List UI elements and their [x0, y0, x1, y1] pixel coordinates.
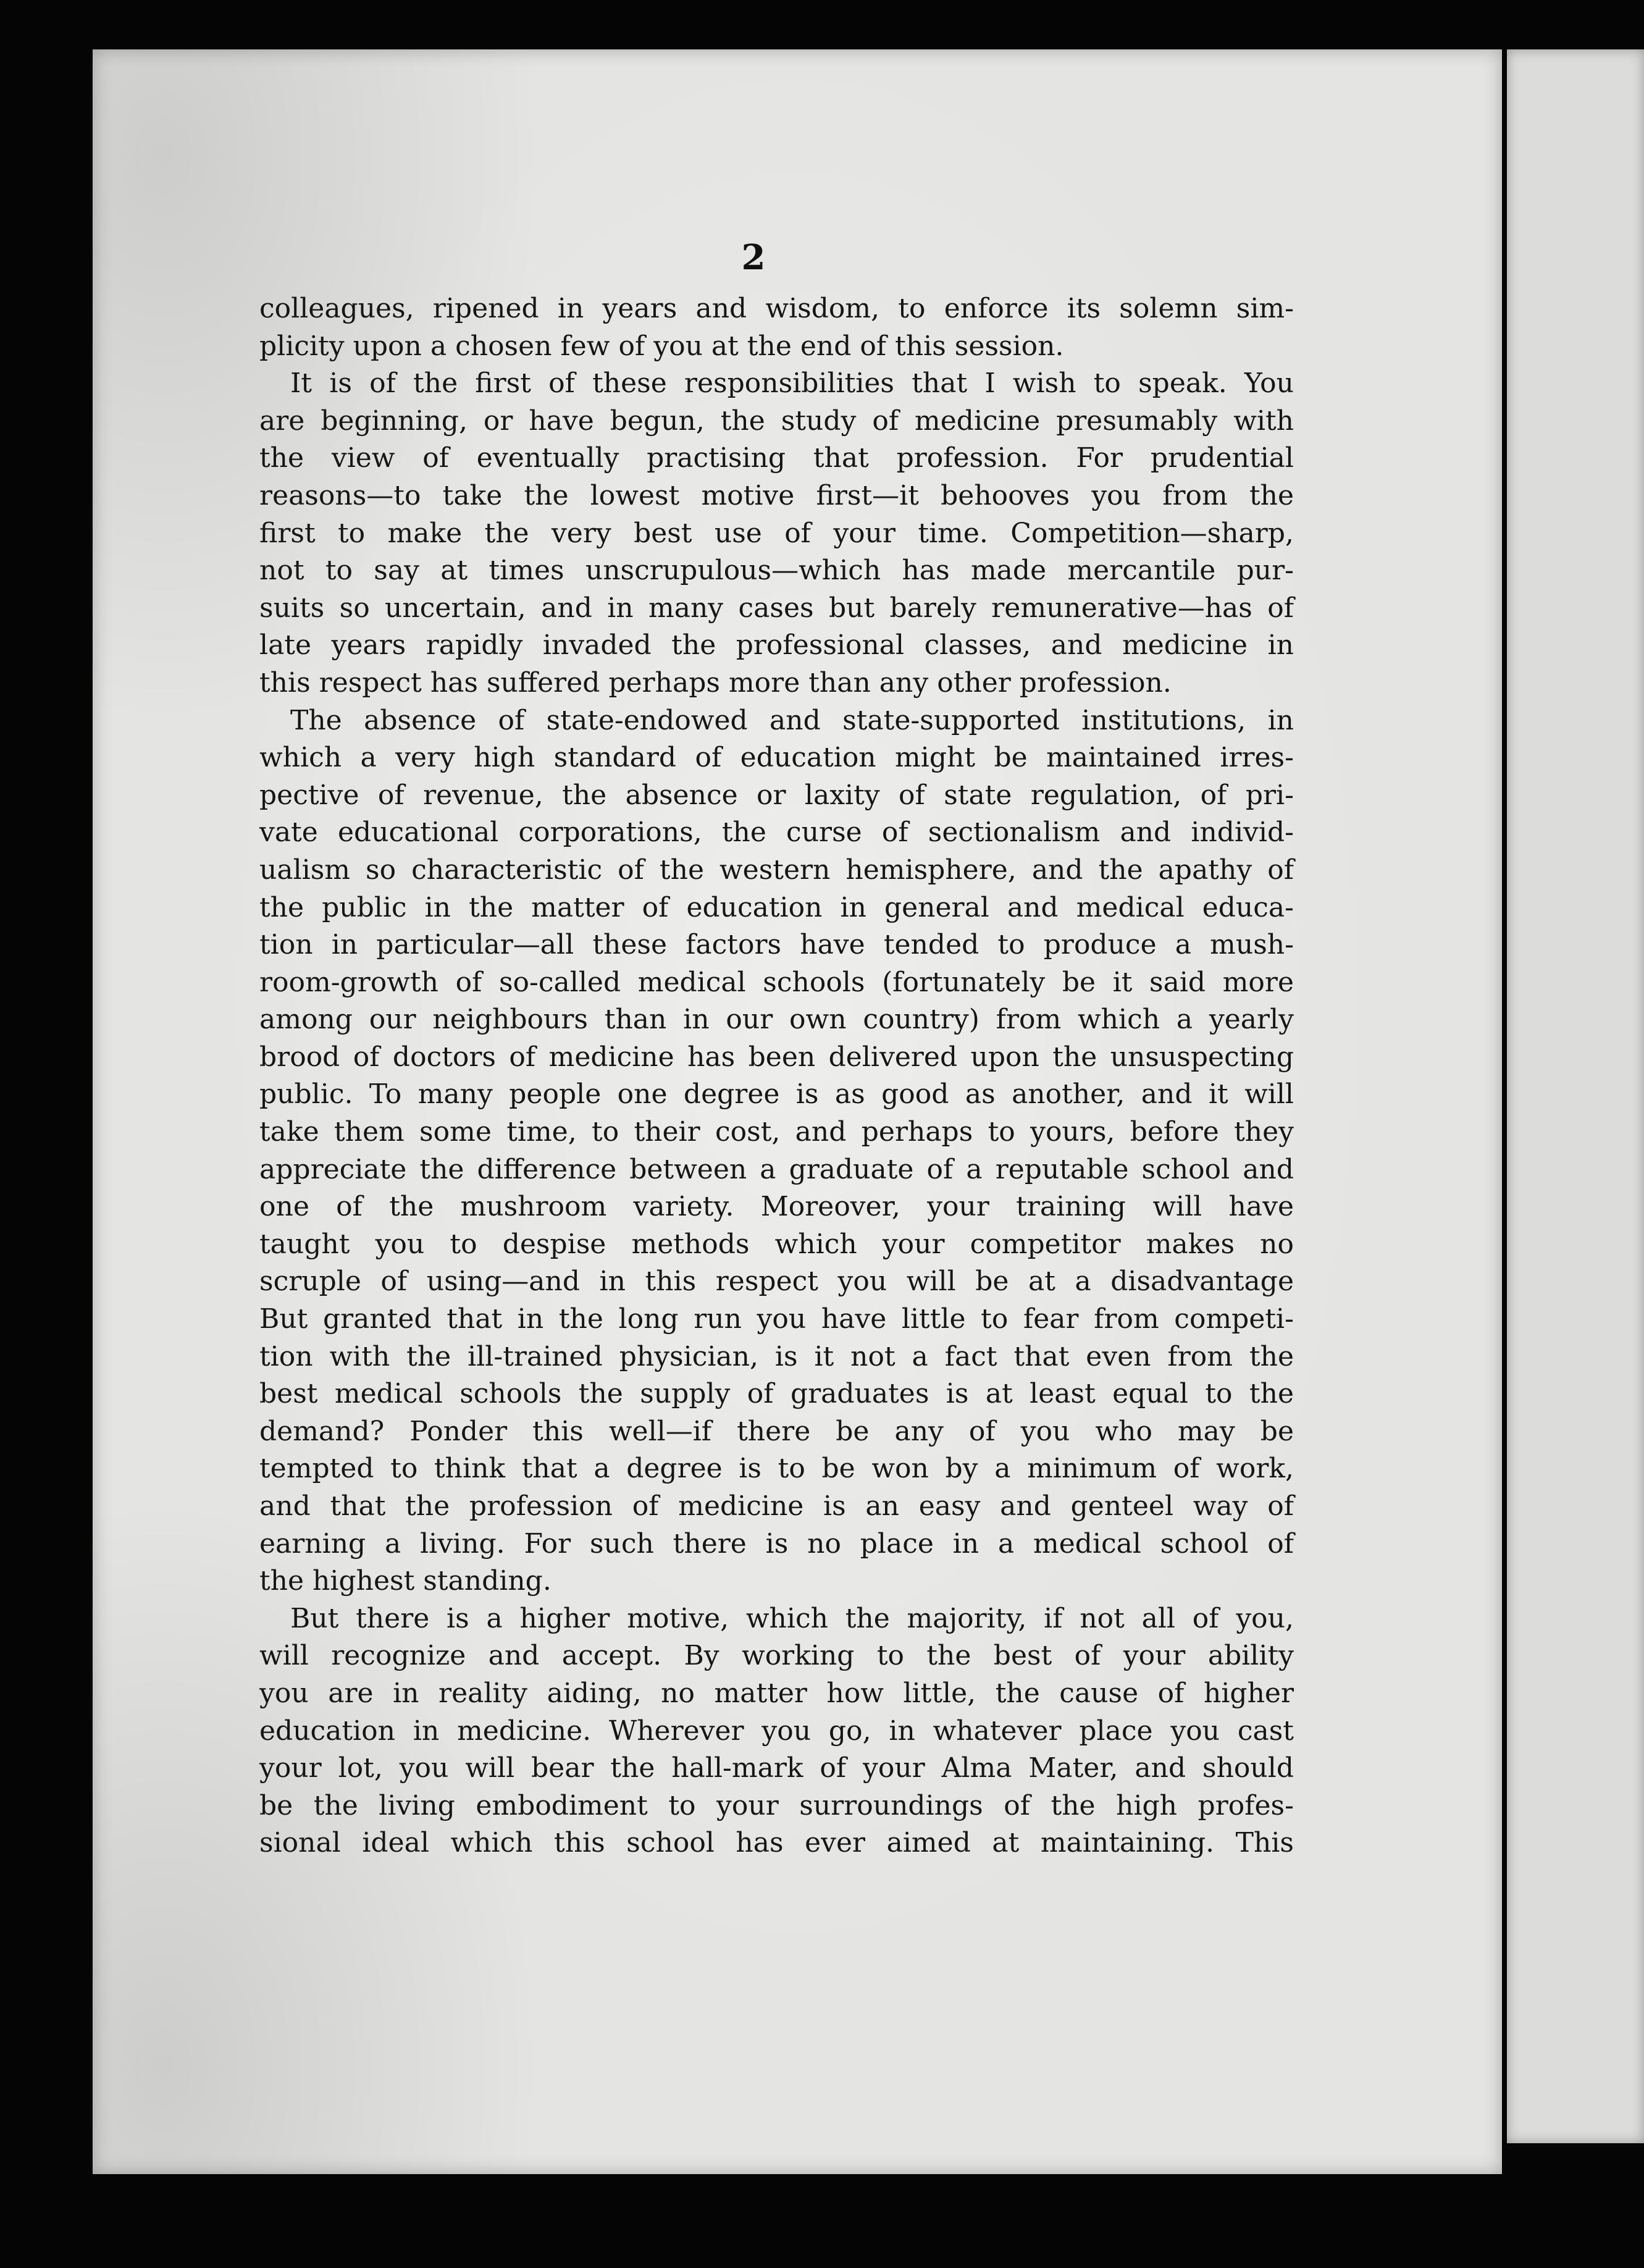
- text-line: the view of eventually practising that profession. For prudential: [259, 442, 1294, 474]
- text-line: be the living embodiment to your surroundings of the high profes-: [259, 1789, 1294, 1821]
- text-line: sional ideal which this school has ever aimed at maintaining. This: [259, 1827, 1294, 1859]
- text-line: not to say at times unscrupulous—which has made mercantile pur-: [259, 555, 1294, 587]
- text-line: brood of doctors of medicine has been delivered upon the unsuspecting: [259, 1041, 1294, 1073]
- text-line: one of the mushroom variety. Moreover, your training will have: [259, 1191, 1294, 1223]
- text-line: late years rapidly invaded the professional classes, and medicine in: [259, 629, 1294, 662]
- text-line: this respect has suffered perhaps more than any other profession.: [259, 666, 1172, 699]
- text-line: ualism so characteristic of the western hemisphere, and the apathy of: [259, 854, 1294, 886]
- text-line: and that the profession of medicine is an easy and genteel way of: [259, 1490, 1294, 1522]
- text-line: earning a living. For such there is no place in a medical school of: [259, 1527, 1294, 1560]
- text-line: which a very high standard of education might be maintained irres-: [259, 742, 1294, 774]
- text-line: first to make the very best use of your time. Competition—sharp,: [259, 517, 1294, 549]
- text-line: The absence of state-endowed and state-supported institutions, in: [290, 704, 1294, 736]
- text-line: taught you to despise methods which your competitor makes no: [259, 1228, 1294, 1260]
- text-line: appreciate the difference between a graduate of a reputable school and: [259, 1153, 1294, 1185]
- text-line: But granted that in the long run you have little to fear from competi-: [259, 1303, 1294, 1335]
- text-line: It is of the first of these responsibilities that I wish to speak. You: [290, 368, 1294, 400]
- adjacent-page-edge: [1507, 49, 1644, 2143]
- text-line: you are in reality aiding, no matter how little, the cause of higher: [259, 1677, 1294, 1709]
- text-line: reasons—to take the lowest motive first—it behooves you from the: [259, 479, 1294, 511]
- page-body-text: [259, 290, 1294, 1862]
- text-line: colleagues, ripened in years and wisdom, to enforce its solemn sim-: [259, 293, 1294, 324]
- text-line: public. To many people one degree is as good as another, and it will: [259, 1078, 1294, 1111]
- text-line: plicity upon a chosen few of you at the end of this session.: [259, 330, 1064, 362]
- text-line: suits so uncertain, and in many cases but barely remunerative—has of: [259, 592, 1294, 624]
- text-line: But there is a higher motive, which the majority, if not all of you,: [290, 1602, 1294, 1634]
- text-line: are beginning, or have begun, the study of medicine presumably with: [259, 405, 1294, 437]
- text-line: vate educational corporations, the curse of sectionalism and individ-: [259, 817, 1294, 849]
- text-line: the highest standing.: [259, 1565, 551, 1597]
- text-line: your lot, you will bear the hall-mark of your Alma Mater, and should: [259, 1752, 1294, 1784]
- text-line: scruple of using—and in this respect you will be at a disadvantage: [259, 1266, 1294, 1298]
- text-line: best medical schools the supply of graduates is at least equal to the: [259, 1378, 1294, 1410]
- text-line: among our neighbours than in our own country) from which a yearly: [259, 1004, 1294, 1036]
- text-line: demand? Ponder this well—if there be any of you who may be: [259, 1415, 1294, 1447]
- text-line: education in medicine. Wherever you go, in whatever place you cast: [259, 1715, 1294, 1747]
- text-line: tion with the ill-trained physician, is it not a fact that even from the: [259, 1340, 1294, 1372]
- text-line: will recognize and accept. By working to the best of your ability: [259, 1640, 1294, 1672]
- text-line: the public in the matter of education in general and medical educa-: [259, 891, 1294, 923]
- text-line: tempted to think that a degree is to be won by a minimum of work,: [259, 1453, 1294, 1485]
- text-line: room-growth of so-called medical schools (fortunately be it said more: [259, 966, 1294, 998]
- page-number: 2: [741, 237, 766, 278]
- text-line: tion in particular—all these factors have tended to produce a mush-: [259, 929, 1294, 961]
- text-line: pective of revenue, the absence or laxity of state regulation, of pri-: [259, 779, 1294, 811]
- text-line: take them some time, to their cost, and perhaps to yours, before they: [259, 1116, 1294, 1148]
